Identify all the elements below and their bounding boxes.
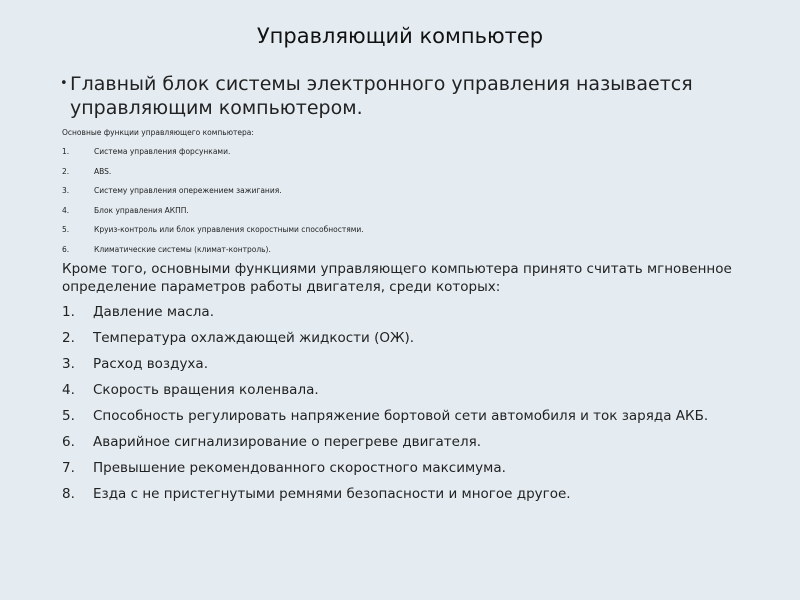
list-item — [62, 485, 752, 503]
list-item-number: 1. — [62, 304, 75, 320]
list-item-text: Систему управления опережением зажигания. — [94, 186, 282, 195]
list-item-number: 6. — [62, 244, 70, 254]
list-item-number: 2. — [62, 330, 75, 346]
list-item — [62, 329, 752, 347]
list-item-text: Давление масла. — [93, 304, 214, 320]
main-bullet — [60, 72, 760, 120]
list-item-text: Способность регулировать напряжение бортовой сети автомобиля и ток заряда АКБ. — [93, 408, 709, 424]
list-item-number: 4. — [62, 382, 75, 398]
list-item-text: Блок управления АКПП. — [94, 205, 189, 215]
main-bullet-text: Главный блок системы электронного управления называется управляющим компьютером. — [70, 73, 693, 119]
list-item-number: 2. — [62, 166, 70, 176]
intro-paragraph: Кроме того, основными функциями управляющего компьютера принято считать мгновенное определение параметров работы двигателя, среди которых: — [62, 261, 732, 295]
list-item — [62, 225, 722, 245]
list-item-number: 5. — [62, 408, 75, 424]
bullet-icon: • — [60, 76, 68, 91]
list-item-number: 8. — [62, 486, 75, 502]
list-item — [62, 407, 752, 425]
list-item-text: Система управления форсунками. — [94, 147, 231, 156]
list-item-text: Скорость вращения коленвала. — [93, 382, 319, 398]
list-item — [62, 167, 722, 187]
list-item — [62, 355, 752, 373]
list-item-text: ABS. — [94, 166, 112, 176]
list-item — [62, 303, 752, 321]
list-item — [62, 381, 752, 399]
list-item-number: 3. — [62, 186, 70, 195]
list-item-number: 4. — [62, 205, 70, 215]
list-item — [62, 433, 752, 451]
list-item-text: Круиз-контроль или блок управления скоростными способностями. — [94, 225, 364, 234]
list-item-number: 5. — [62, 225, 70, 234]
list-item — [62, 459, 752, 477]
list-item-number: 7. — [62, 460, 75, 476]
list-item — [62, 206, 722, 226]
list-item-text: Температура охлаждающей жидкости (ОЖ). — [93, 330, 415, 346]
slide-title: Управляющий компьютер — [256, 24, 544, 48]
list-item — [62, 186, 722, 206]
parameters-list — [62, 303, 752, 511]
list-item-number: 1. — [62, 147, 70, 156]
list-item — [62, 147, 722, 167]
list-item-text: Климатические системы (климат-контроль). — [94, 244, 271, 254]
list-item-text: Аварийное сигнализирование о перегреве двигателя. — [93, 434, 481, 450]
list-item-text: Езда с не пристегнутыми ремнями безопасности и многое другое. — [93, 486, 571, 502]
functions-list — [62, 147, 722, 264]
list-item-text: Расход воздуха. — [93, 356, 208, 372]
list-item-number: 6. — [62, 434, 75, 450]
list-item-number: 3. — [62, 356, 75, 372]
functions-heading: Основные функции управляющего компьютера: — [62, 128, 254, 137]
list-item-text: Превышение рекомендованного скоростного максимума. — [93, 460, 506, 476]
